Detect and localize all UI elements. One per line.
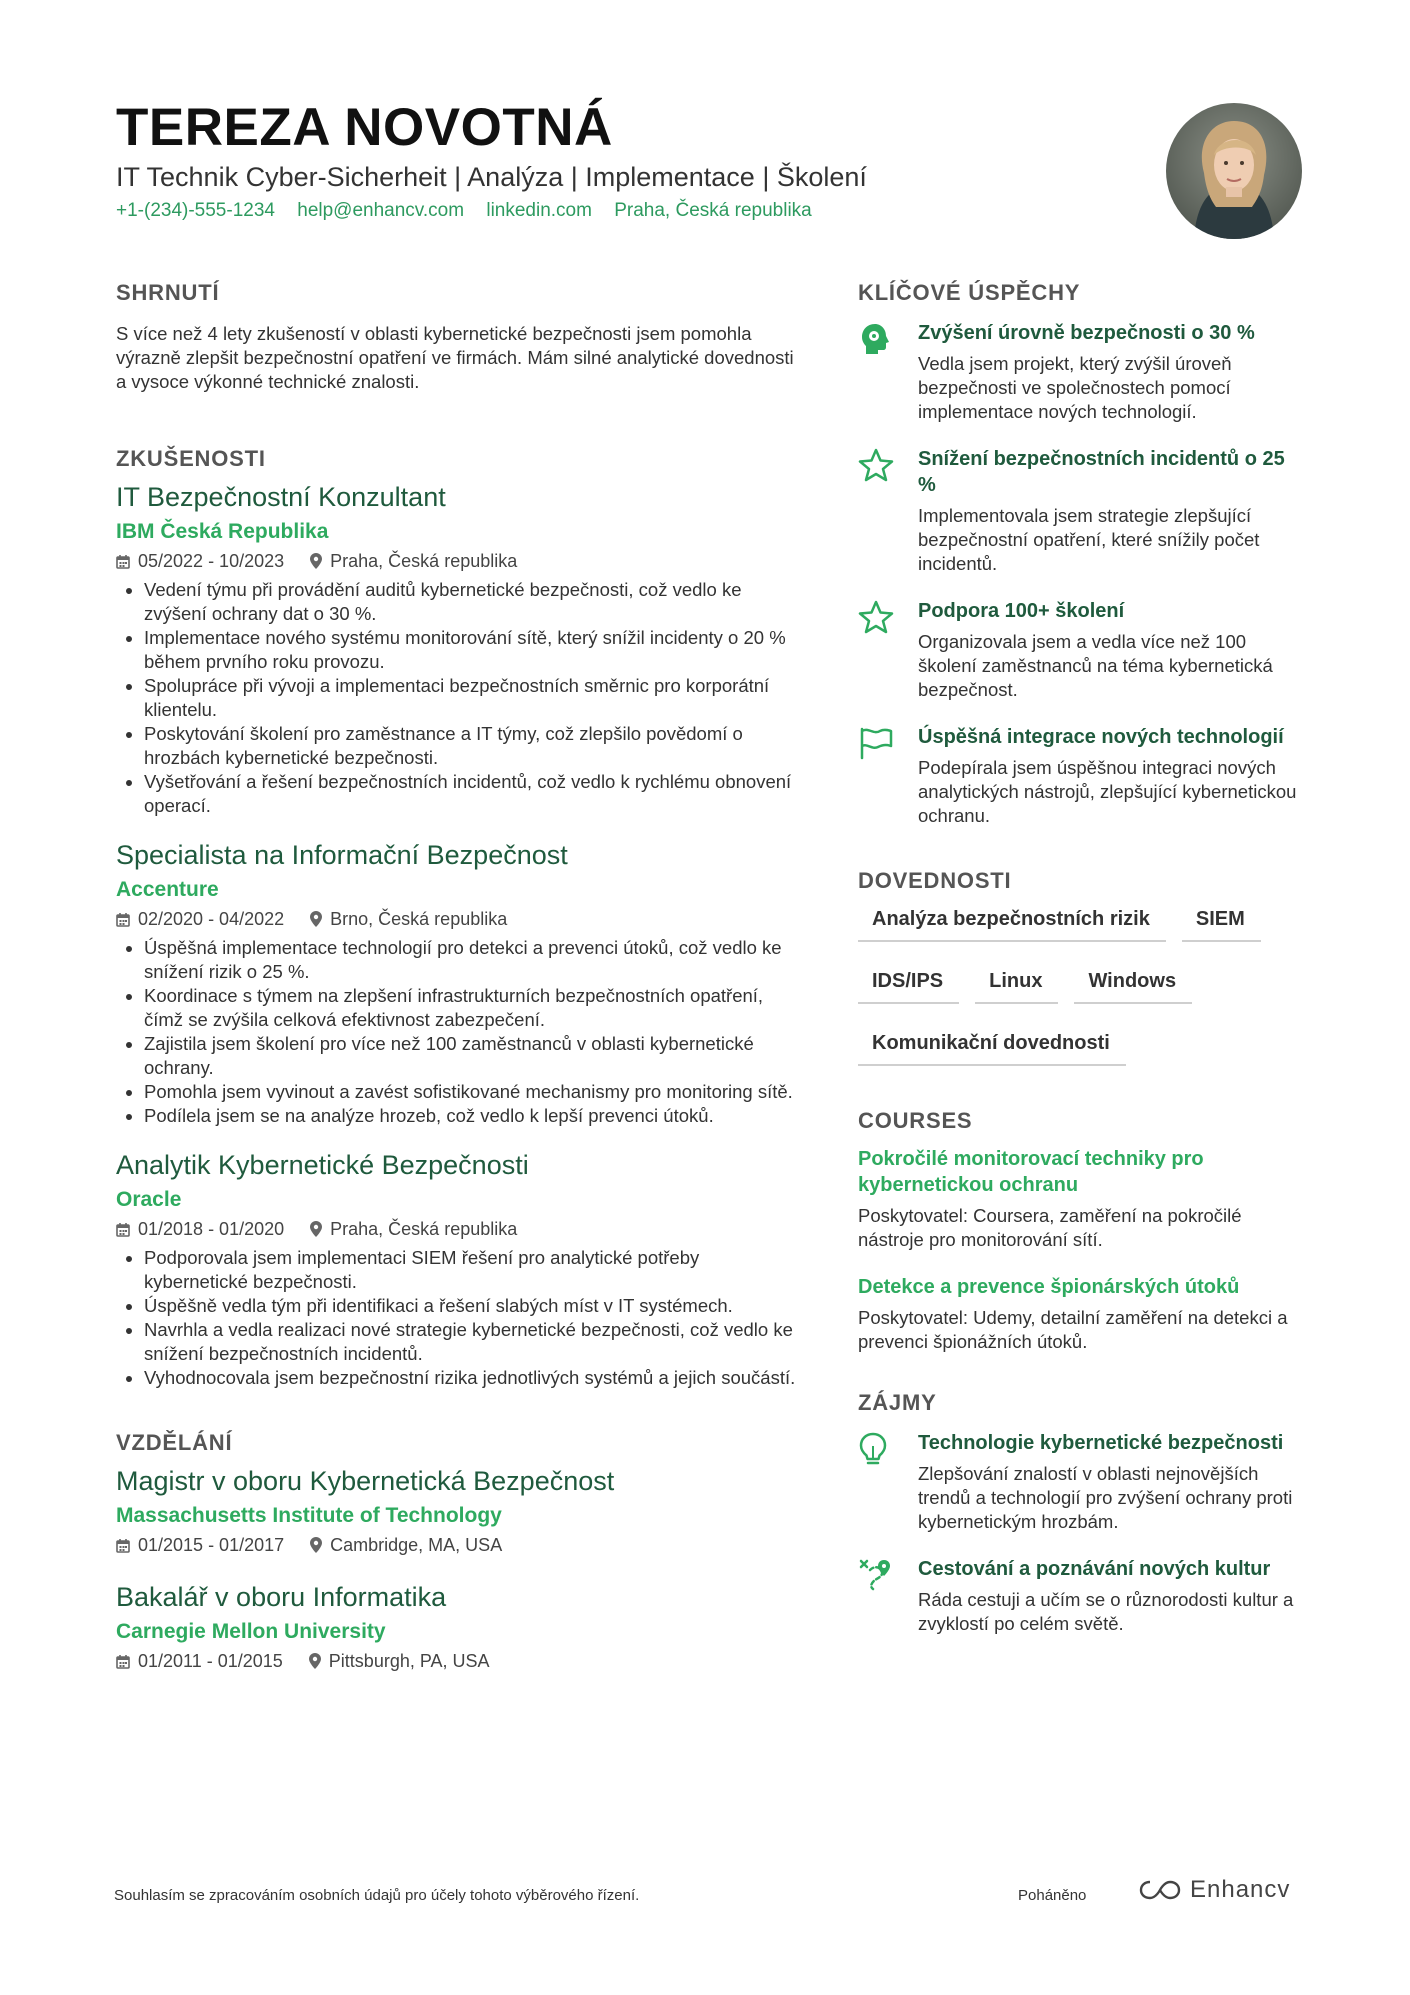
left-column bbox=[116, 278, 796, 1694]
route-icon bbox=[858, 1556, 918, 1636]
skill-tag: Komunikační dovednosti bbox=[858, 1024, 1126, 1066]
course-item bbox=[858, 1146, 1304, 1252]
avatar bbox=[1166, 103, 1302, 239]
bullet: • Koordinace s týmem na zlepšení infrastrukturních bezpečnostních opatření, čímž se zvýšila celková efektivnost zabezpečení. bbox=[144, 984, 796, 1032]
location: Praha, Česká republika bbox=[614, 200, 812, 221]
education-heading: VZDĚLÁNÍ bbox=[116, 1430, 233, 1455]
job-meta bbox=[116, 1216, 796, 1242]
star-icon bbox=[858, 598, 918, 702]
linkedin-link[interactable]: linkedin.com bbox=[486, 200, 592, 221]
powered-by-label: Poháněno bbox=[1018, 1887, 1087, 1904]
company-name: Accenture bbox=[116, 878, 219, 901]
education-location-wrap bbox=[309, 1648, 490, 1674]
bullet: • Zajistila jsem školení pro více než 100 zaměstnanců v oblasti kybernetické ochrany. bbox=[144, 1032, 796, 1080]
education-meta bbox=[116, 1532, 796, 1558]
location-pin-icon bbox=[310, 553, 322, 569]
interest-title: Cestování a poznávání nových kultur bbox=[918, 1558, 1271, 1580]
job-location-wrap bbox=[310, 1216, 517, 1242]
achievement-title: Úspěšná integrace nových technologií bbox=[918, 726, 1284, 748]
interest-desc: Ráda cestuji a učím se o různorodosti kultur a zvyklostí po celém světě. bbox=[918, 1589, 1294, 1634]
achievement-title: Podpora 100+ školení bbox=[918, 600, 1125, 622]
interests-heading: ZÁJMY bbox=[858, 1390, 937, 1415]
job-dates: 02/2020 - 04/2022 bbox=[138, 909, 285, 929]
headline: IT Technik Cyber-Sicherheit | Analýza | Implementace | Školení bbox=[116, 162, 867, 192]
bullet: • Úspěšná implementace technologií pro detekci a prevenci útoků, což vedlo ke snížení rizik o 25 %. bbox=[144, 936, 796, 984]
job-meta bbox=[116, 548, 796, 574]
brand-name: Enhancv bbox=[1190, 1876, 1291, 1903]
location-pin-icon bbox=[309, 1653, 321, 1669]
job-location: Praha, Česká republika bbox=[330, 551, 518, 571]
course-desc: Poskytovatel: Udemy, detailní zaměření na detekci a prevenci špionážních útoků. bbox=[858, 1307, 1288, 1352]
interest-title: Technologie kybernetické bezpečnosti bbox=[918, 1432, 1284, 1454]
job-dates: 01/2018 - 01/2020 bbox=[138, 1219, 285, 1239]
job-location: Brno, Česká republika bbox=[330, 909, 508, 929]
interest-desc: Zlepšování znalostí v oblasti nejnovějších trendů a technologií pro zvýšení ochrany proti kybernetickým hrozbám. bbox=[918, 1463, 1293, 1532]
job-entry bbox=[116, 1148, 796, 1390]
skills-section bbox=[858, 866, 1304, 1086]
achievement-desc: Podepírala jsem úspěšnou integraci nových analytických nástrojů, zlepšující kybernetickou ochranu. bbox=[918, 757, 1297, 826]
job-meta bbox=[116, 906, 796, 932]
job-title: IT Bezpečnostní Konzultant bbox=[116, 482, 446, 512]
location-pin-icon bbox=[310, 1537, 322, 1553]
job-bullets bbox=[116, 578, 796, 818]
skill-tag: Linux bbox=[975, 962, 1058, 1004]
calendar-icon bbox=[116, 912, 130, 927]
calendar-icon bbox=[116, 1538, 130, 1553]
course-title: Detekce a prevence špionárských útoků bbox=[858, 1276, 1240, 1298]
education-location: Pittsburgh, PA, USA bbox=[328, 1651, 490, 1671]
courses-section bbox=[858, 1106, 1304, 1354]
location-pin-icon bbox=[310, 1221, 322, 1237]
right-column bbox=[858, 278, 1304, 1658]
job-location-wrap bbox=[310, 906, 507, 932]
achievements-section bbox=[858, 278, 1304, 828]
skills-list bbox=[858, 900, 1304, 1086]
summary-section bbox=[116, 278, 796, 394]
achievements-heading: KLÍČOVÉ ÚSPĚCHY bbox=[858, 280, 1081, 305]
education-dates: 01/2011 - 01/2015 bbox=[138, 1651, 283, 1671]
bullet: • Vyšetřování a řešení bezpečnostních incidentů, což vedlo k rychlému obnovení operací. bbox=[144, 770, 796, 818]
bullet: • Podílela jsem se na analýze hrozeb, což vedlo k lepší prevenci útoků. bbox=[144, 1104, 796, 1128]
school-name: Massachusetts Institute of Technology bbox=[116, 1504, 502, 1527]
school-name: Carnegie Mellon University bbox=[116, 1620, 386, 1643]
candidate-name: TEREZA NOVOTNÁ bbox=[116, 98, 613, 157]
bullet: • Pomohla jsem vyvinout a zavést sofistikované mechanismy pro monitoring sítě. bbox=[144, 1080, 796, 1104]
interest-item bbox=[858, 1430, 1304, 1534]
job-bullets bbox=[116, 936, 796, 1128]
achievement-title: Zvýšení úrovně bezpečnosti o 30 % bbox=[918, 322, 1255, 344]
experience-heading: ZKUŠENOSTI bbox=[116, 446, 266, 471]
courses-heading: COURSES bbox=[858, 1108, 973, 1133]
job-location-wrap bbox=[310, 548, 517, 574]
skills-heading: DOVEDNOSTI bbox=[858, 868, 1012, 893]
star-icon bbox=[858, 446, 918, 576]
achievement-item bbox=[858, 724, 1304, 828]
enhancv-logo[interactable] bbox=[1138, 1876, 1290, 1904]
course-item bbox=[858, 1274, 1304, 1354]
flag-icon bbox=[858, 724, 918, 828]
consent-note: Souhlasím se zpracováním osobních údajů pro účely tohoto výběrového řízení. bbox=[114, 1887, 640, 1904]
job-title: Analytik Kybernetické Bezpečnosti bbox=[116, 1150, 529, 1180]
achievement-body bbox=[918, 724, 1304, 828]
bullet: • Úspěšně vedla tým při identifikaci a řešení slabých míst v IT systémech. bbox=[144, 1294, 796, 1318]
achievement-body bbox=[918, 446, 1304, 576]
achievement-item bbox=[858, 320, 1304, 424]
bullet: • Implementace nového systému monitorování sítě, který snížil incidenty o 20 % během prvního roku provozu. bbox=[144, 626, 796, 674]
job-dates: 05/2022 - 10/2023 bbox=[138, 551, 285, 571]
skill-tag: IDS/IPS bbox=[858, 962, 959, 1004]
email[interactable]: help@enhancv.com bbox=[297, 200, 465, 221]
education-section bbox=[116, 1428, 796, 1674]
education-entry bbox=[116, 1464, 796, 1558]
company-name: Oracle bbox=[116, 1188, 182, 1211]
achievement-desc: Vedla jsem projekt, který zvýšil úroveň bezpečnosti ve společnostech pomocí implementace nových technologií. bbox=[918, 353, 1232, 422]
job-entry bbox=[116, 480, 796, 818]
achievement-desc: Organizovala jsem a vedla více než 100 školení zaměstnanců na téma kybernetická bezpečnost. bbox=[918, 631, 1273, 700]
achievement-title: Snížení bezpečnostních incidentů o 25 % bbox=[918, 448, 1285, 496]
achievement-item bbox=[858, 446, 1304, 576]
bullet: • Navrhla a vedla realizaci nové strategie kybernetické bezpečnosti, což vedlo ke snížení bezpečnostních incidentů. bbox=[144, 1318, 796, 1366]
infinity-logo-icon bbox=[1138, 1878, 1182, 1902]
education-location: Cambridge, MA, USA bbox=[330, 1535, 503, 1555]
summary-text: S více než 4 lety zkušeností v oblasti kybernetické bezpečnosti jsem pomohla výrazně zlepšit bezpečnostní opatření ve firmách. Mám silné analytické dovednosti a vysoce výkonné technické znalosti. bbox=[116, 323, 794, 392]
calendar-icon bbox=[116, 1222, 130, 1237]
experience-section bbox=[116, 444, 796, 1390]
skill-tag: Windows bbox=[1074, 962, 1192, 1004]
achievement-item bbox=[858, 598, 1304, 702]
company-name: IBM Česká Republika bbox=[116, 520, 329, 543]
calendar-icon bbox=[116, 554, 130, 569]
lightbulb-icon bbox=[858, 1430, 918, 1534]
interests-section bbox=[858, 1388, 1304, 1636]
bullet: • Podporovala jsem implementaci SIEM řešení pro analytické potřeby kybernetické bezpečnosti. bbox=[144, 1246, 796, 1294]
degree: Bakalář v oboru Informatika bbox=[116, 1582, 447, 1612]
calendar-icon bbox=[116, 1654, 130, 1669]
phone[interactable]: +1-(234)-555-1234 bbox=[116, 200, 275, 221]
interest-body bbox=[918, 1556, 1304, 1636]
course-title: Pokročilé monitorovací techniky pro kybernetickou ochranu bbox=[858, 1148, 1204, 1196]
bullet: • Vedení týmu při provádění auditů kybernetické bezpečnosti, což vedlo ke zvýšení ochrany dat o 30 %. bbox=[144, 578, 796, 626]
contact-line bbox=[116, 198, 829, 224]
interest-body bbox=[918, 1430, 1304, 1534]
education-dates: 01/2015 - 01/2017 bbox=[138, 1535, 285, 1555]
job-bullets bbox=[116, 1246, 796, 1390]
skill-tag: SIEM bbox=[1182, 900, 1261, 942]
brain-head-icon bbox=[858, 320, 918, 424]
location-pin-icon bbox=[310, 911, 322, 927]
achievement-body bbox=[918, 598, 1304, 702]
education-entry bbox=[116, 1580, 796, 1674]
job-location: Praha, Česká republika bbox=[330, 1219, 518, 1239]
education-location-wrap bbox=[310, 1532, 502, 1558]
bullet: • Poskytování školení pro zaměstnance a IT týmy, což zlepšilo povědomí o hrozbách kybernetické bezpečnosti. bbox=[144, 722, 796, 770]
bullet: • Vyhodnocovala jsem bezpečnostní rizika jednotlivých systémů a jejich součástí. bbox=[144, 1366, 796, 1390]
bullet: • Spolupráce při vývoji a implementaci bezpečnostních směrnic pro korporátní klientelu. bbox=[144, 674, 796, 722]
job-title: Specialista na Informační Bezpečnost bbox=[116, 840, 568, 870]
summary-heading: SHRNUTÍ bbox=[116, 280, 220, 305]
achievement-desc: Implementovala jsem strategie zlepšující bezpečnostní opatření, které snížily počet incidentů. bbox=[918, 505, 1260, 574]
education-meta bbox=[116, 1648, 796, 1674]
degree: Magistr v oboru Kybernetická Bezpečnost bbox=[116, 1466, 615, 1496]
interest-item bbox=[858, 1556, 1304, 1636]
skill-tag: Analýza bezpečnostních rizik bbox=[858, 900, 1166, 942]
achievement-body bbox=[918, 320, 1304, 424]
course-desc: Poskytovatel: Coursera, zaměření na pokročilé nástroje pro monitorování sítí. bbox=[858, 1205, 1242, 1250]
job-entry bbox=[116, 838, 796, 1128]
